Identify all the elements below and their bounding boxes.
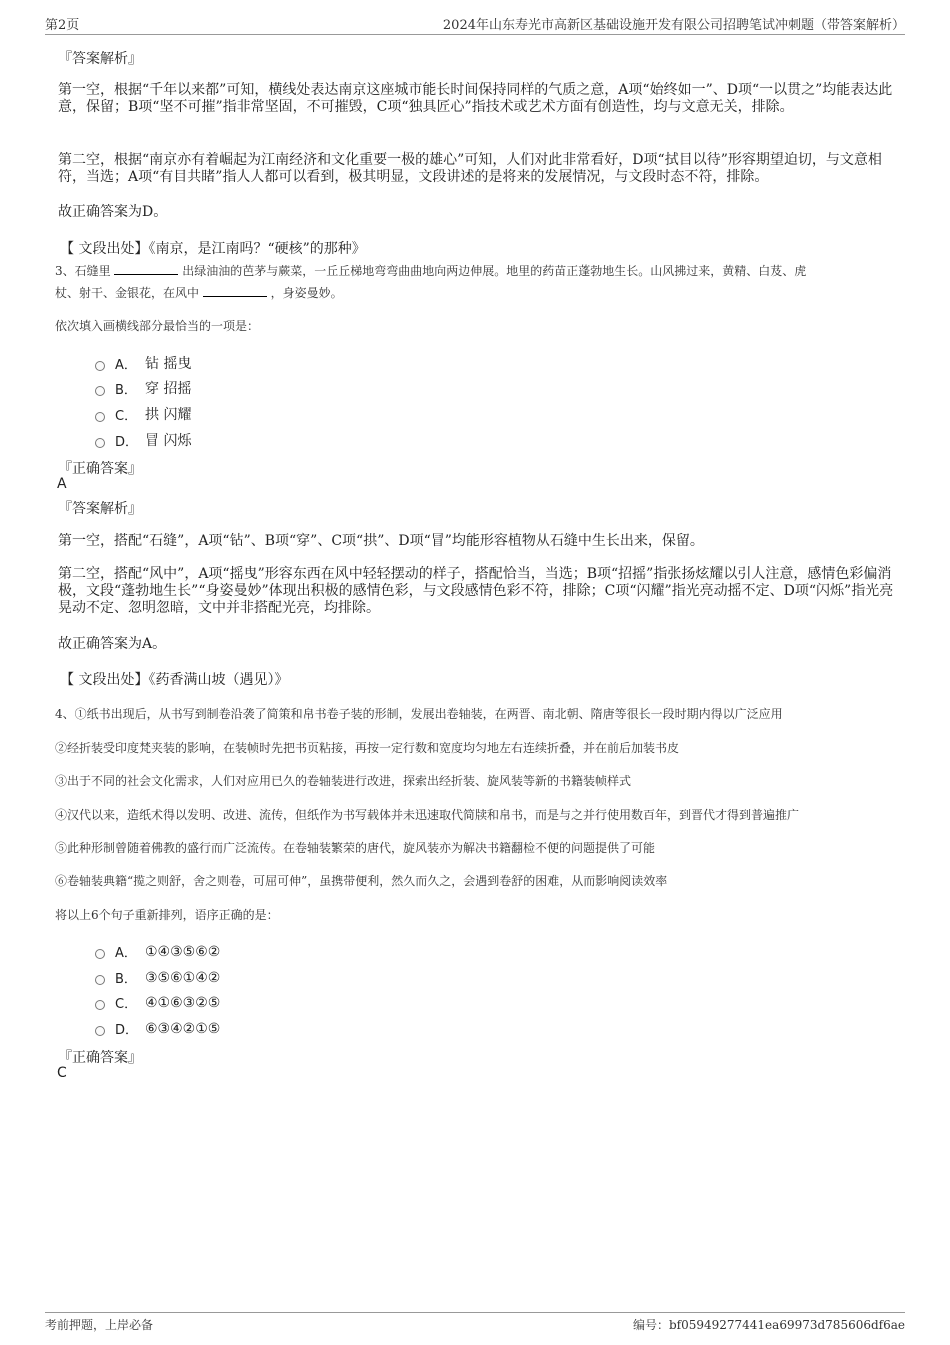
q4-option-a[interactable]: A． ①④③⑤⑥② [95, 942, 220, 961]
q2-conclusion: 故正确答案为D。 [58, 204, 168, 220]
q4-sentence-6: ⑥卷轴装典籍“揽之则舒，舍之则卷，可屈可伸”，虽携带便利，然久而久之，会遇到卷舒的困难，从而影响阅读效率 [55, 874, 668, 888]
q4-prompt: 将以上6个句子重新排列，语序正确的是： [55, 908, 279, 922]
q3-text-part3: 杖、射干、金银花，在风中 [55, 286, 200, 300]
q4-option-b[interactable]: B． ③⑤⑥①④② [95, 968, 220, 987]
q4-sentence-5: ⑤此种形制曾随着佛教的盛行而广泛流传。在卷轴装繁荣的唐代，旋风装亦为解决书籍翻检不便的问题提供了可能 [55, 841, 656, 855]
q3-analysis-label: 『答案解析』 [58, 501, 142, 517]
radio-icon[interactable] [95, 438, 105, 448]
q3-text-part2: 出绿油油的芭茅与蕨菜，一丘丘梯地弯弯曲曲地向两边伸展。地里的药苗正蓬勃地生长。山风拂过来，黄精、白芨、虎 [182, 264, 807, 278]
q3-prompt: 依次填入画横线部分最恰当的一项是： [55, 319, 260, 333]
q4-sentence-2: ②经折装受印度梵夹装的影响，在装帧时先把书页粘接，再按一定行数和宽度均匀地左右连续折叠，并在前后加装书皮 [55, 741, 680, 755]
radio-icon[interactable] [95, 412, 105, 422]
q2-source: 【 文段出处】《南京，是江南吗？“硬核”的那种》 [60, 241, 366, 257]
document-id: 编号：bf05949277441ea69973d785606df6ae [632, 1318, 905, 1332]
radio-icon[interactable] [95, 949, 105, 959]
q4-option-d[interactable]: D． ⑥③④②①⑤ [95, 1019, 220, 1038]
q4-sentence-3: ③出于不同的社会文化需求，人们对应用已久的卷轴装进行改进，探索出经折装、旋风装等新的书籍装帧样式 [55, 774, 632, 788]
q4-option-c[interactable]: C． ④①⑥③②⑤ [95, 993, 220, 1012]
q3-option-d[interactable]: D． 冒 闪烁 [95, 430, 191, 450]
q3-option-c[interactable]: C． 拱 闪耀 [95, 404, 191, 424]
q3-source: 【 文段出处】《药香满山坡（遇见）》 [60, 672, 289, 688]
radio-icon[interactable] [95, 361, 105, 371]
q3-blank-2 [203, 284, 267, 297]
q3-correct-label: 『正确答案』 [58, 461, 142, 477]
q4-sentence-4: ④汉代以来，造纸术得以发明、改进、流传，但纸作为书写载体并未迅速取代简牍和帛书，而是与之并行使用数百年，到晋代才得到普遍推广 [55, 808, 800, 822]
q3-blank-1 [114, 262, 178, 275]
q3-question-text [55, 260, 900, 304]
radio-icon[interactable] [95, 975, 105, 985]
q3-text-part1: 3、石缝里 [55, 264, 111, 278]
page-footer [45, 1312, 905, 1332]
radio-icon[interactable] [95, 386, 105, 396]
q4-correct-label: 『正确答案』 [58, 1050, 142, 1066]
radio-icon[interactable] [95, 1026, 105, 1036]
q4-sentence-1: 4、①纸书出现后，从书写到制卷沿袭了简策和帛书卷子装的形制，发展出卷轴装，在两晋、南北朝、隋唐等很长一段时期内得以广泛应用 [55, 707, 783, 721]
footer-slogan: 考前押题，上岸必备 [45, 1318, 154, 1332]
q3-option-b[interactable]: B． 穿 招摇 [95, 378, 191, 398]
q3-analysis-para1: 第一空，搭配“石缝”，A项“钻”、B项“穿”、C项“拱”、D项“冒”均能形容植物从石缝中生长出来，保留。 [58, 533, 704, 549]
q3-correct-answer: A [57, 476, 67, 492]
q3-conclusion: 故正确答案为A。 [58, 636, 167, 652]
document-title: 2024年山东寿光市高新区基础设施开发有限公司招聘笔试冲刺题（带答案解析） [442, 18, 905, 33]
page-header [45, 14, 905, 35]
q2-analysis-para2: 第二空，根据“南京亦有着崛起为江南经济和文化重要一极的雄心”可知，人们对此非常看好，D项“拭目以待”形容期望迫切，与文意相符，当选；A项“有目共睹”指人人都可以看到，极其明显，文段讲述的是将来的发展情况，与文段时态不符，排除。 [58, 152, 882, 185]
q3-option-a[interactable]: A． 钻 摇曳 [95, 353, 191, 373]
q2-analysis-label: 『答案解析』 [58, 51, 142, 67]
q3-analysis-para2: 第二空，搭配“风中”，A项“摇曳”形容东西在风中轻轻摆动的样子，搭配恰当，当选；B项“招摇”指张扬炫耀以引人注意，感情色彩偏消极，文段“蓬勃地生长”“身姿曼妙”体现出积极的感情色彩，与文段感情色彩不符，排除；C项“闪耀”指光亮动摇不定、D项“闪烁”指光亮晃动不定、忽明忽暗，文中并非搭配光亮，均排除。 [58, 566, 894, 616]
q3-text-part4: ，身姿曼妙。 [270, 286, 343, 300]
page-number: 第2页 [45, 18, 80, 33]
q2-analysis-para1: 第一空，根据“千年以来都”可知，横线处表达南京这座城市能长时间保持同样的气质之意，A项“始终如一”、D项“一以贯之”均能表达此意，保留；B项“坚不可摧”指非常坚固，不可摧毁，C项“独具匠心”指技术或艺术方面有创造性，均与文意无关，排除。 [58, 82, 893, 115]
radio-icon[interactable] [95, 1000, 105, 1010]
q4-correct-answer: C [57, 1065, 67, 1081]
